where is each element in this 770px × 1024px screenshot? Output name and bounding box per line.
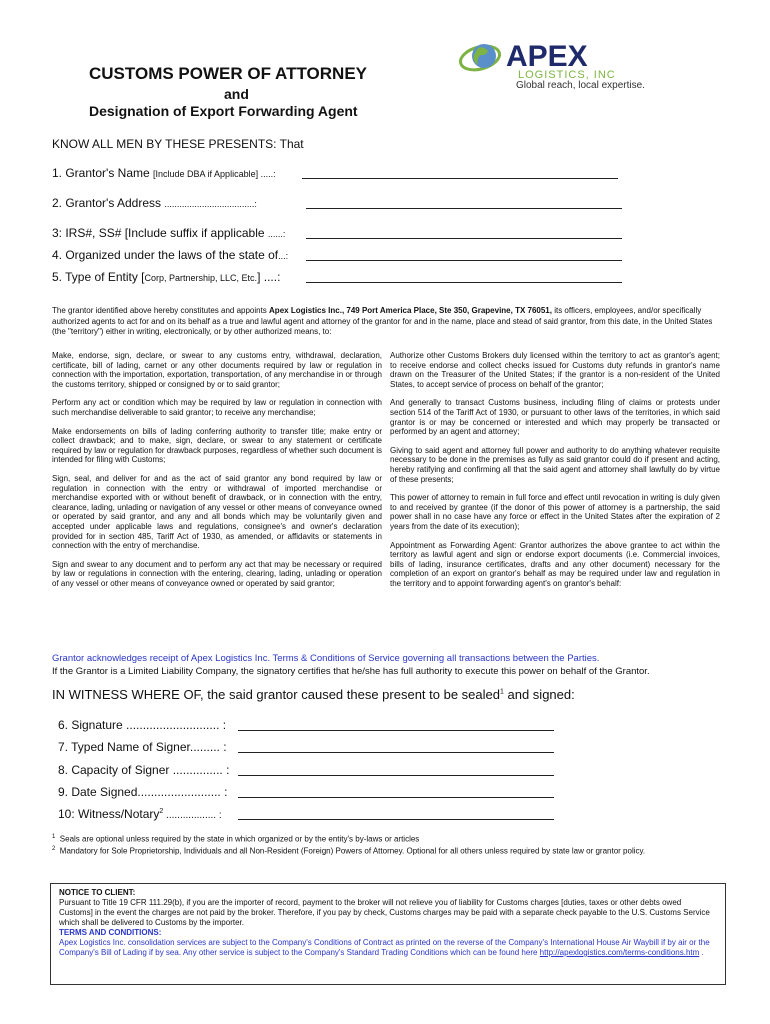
typed-name-field[interactable] <box>238 752 554 753</box>
power-paragraph: Authorize other Customs Brokers duly licensed within the territory to act as grantor's agent; to receive endorse and collect checks issued for Customs duty refunds in grantor's name drawn on the Treasurer of the United States; if the grantor is a non-resident of the United States, to accept service of process on behalf of the grantor; <box>390 351 720 389</box>
witness-notary-label: 10: Witness/Notary$^2$ .................. : <box>58 807 222 821</box>
grantor-address-field[interactable] <box>306 208 622 209</box>
powers-right-column <box>390 351 720 597</box>
witness-statement: IN WITNESS WHERE OF, the said grantor caused these present to be sealed$^1$ and signed: <box>52 687 575 702</box>
document-subtitle: Designation of Export Forwarding Agent <box>89 103 358 119</box>
power-paragraph: Sign, seal, and deliver for and as the act of said grantor any bond required by law or regulation in connection with the entry or withdrawal of imported merchandise or merchandise exported with or without benefit of drawback, or in connection with the entry, clearance, lading, unlading or navigation of any vessel or other means of conveyance owned or operated by said grantor, and any and all bonds which may be voluntarily given and accepted under applicable laws and regulations, consignee's and owner's declaration provided for in section 485, Tariff Act of 1930, as amended, or affidavits or statements in connection with the entry of merchandise. <box>52 473 382 551</box>
tagline: Global reach, local expertise. <box>516 80 645 91</box>
power-paragraph: Make endorsements on bills of lading conferring authority to transfer title; make entry or collect drawback; and to make, sign, declare, or swear to any statement or certificate required by law or regulation for drawback purposes, regardless of whether such document is intended for filing with Customs; <box>52 426 382 465</box>
terms-heading: TERMS AND CONDITIONS: <box>59 928 162 937</box>
notice-heading: NOTICE TO CLIENT: <box>59 888 136 897</box>
grantor-address-label: 2. Grantor's Address ....................................: <box>52 196 257 210</box>
entity-type-label: 5. Type of Entity [Corp, Partnership, LLC, Etc.] ....: <box>52 270 281 284</box>
appointment-paragraph: The grantor identified above hereby constitutes and appoints Apex Logistics Inc., 749 Port America Place, Ste 350, Grapevine, TX 76051, its officers, employees, and/or specifically authorized agents to act for and on its behalf as a true and lawful agent and attorney of the grantor for and in the name, place and stead of said grantor, from this date, in the United States (the "territory") either in writing, electronically, or by other authorized means, to: <box>52 306 713 336</box>
organized-state-field[interactable] <box>306 260 622 261</box>
capacity-label: 8. Capacity of Signer ............... : <box>58 763 230 777</box>
terms-acknowledgement: Grantor acknowledges receipt of Apex Logistics Inc. Terms & Conditions of Service governing all transactions between the Parties. <box>52 653 600 664</box>
organized-state-label: 4. Organized under the laws of the state of...: <box>52 248 289 262</box>
date-signed-field[interactable] <box>238 797 554 798</box>
document-title: CUSTOMS POWER OF ATTORNEY <box>89 64 367 83</box>
signature-label: 6. Signature ............................ : <box>58 718 227 732</box>
terms-body: Apex Logistics Inc. consolidation services are subject to the Company's Conditions of Contract as printed on the reverse of the Company's International House Air Waybill if by air or the Company's Bill of Lading if by sea. Any other service is subject to the Company's Standard Trading Conditions which can be found here http://apexlogistics.com/terms-conditions.htm . <box>59 938 710 957</box>
power-paragraph: This power of attorney to remain in full force and effect until revocation in writing is duly given to and received by grantee (if the donor of this power of attorney is a partnership, the said power shall in no case have any force or effect in the United States after the expiration of 2 years from the date of its execution); <box>390 493 720 531</box>
power-paragraph: Appointment as Forwarding Agent: Grantor authorizes the above grantee to act within the territory as lawful agent and sign or endorse export documents (i.e. Commercial invoices, bills of lading, insurance certificates, drafts and any other document) necessary for the completion of an export on grantor's behalf as may be required under law and regulation in the territory and to appoint forwarding agent's on grantor's behalf: <box>390 540 720 588</box>
powers-left-column <box>52 351 382 597</box>
capacity-field[interactable] <box>238 775 554 776</box>
irs-number-label: 3: IRS#, SS# [Include suffix if applicable ......: <box>52 226 286 240</box>
irs-number-field[interactable] <box>306 238 622 239</box>
grantor-name-label: 1. Grantor's Name [Include DBA if Applicable] .....: <box>52 166 276 180</box>
title-and: and <box>224 86 249 102</box>
terms-link[interactable]: http://apexlogistics.com/terms-conditions.htm <box>539 948 700 957</box>
grantor-name-field[interactable] <box>302 178 618 179</box>
witness-notary-field[interactable] <box>238 819 554 820</box>
notice-to-client-box <box>50 883 726 985</box>
notice-body: Pursuant to Title 19 CFR 111.29(b), if you are the importer of record, payment to the broker will not relieve you of liability for Customs charges [duties, taxes or other debts owed Customs] in the event the charges are not paid by the broker. Therefore, if you pay by check, Customs charges may be paid with a separate check payable to the U.S. Customs Service which shall be delivered to Customs by the importer. <box>59 898 710 927</box>
typed-name-label: 7. Typed Name of Signer......... : <box>58 740 227 754</box>
llc-certification: If the Grantor is a Limited Liability Company, the signatory certifies that he/she has full authority to execute this power on behalf of the Grantor. <box>52 666 650 677</box>
svg-text:APEX: APEX <box>506 40 588 73</box>
know-all-men: KNOW ALL MEN BY THESE PRESENTS: That <box>52 137 304 151</box>
date-signed-label: 9. Date Signed......................... : <box>58 785 228 799</box>
footnote-1: $^1$ Seals are optional unless required by the state in which organized or by the entity's by-laws or articles <box>52 834 420 844</box>
power-paragraph: Make, endorse, sign, declare, or swear to any customs entry, withdrawal, declaration, certificate, bill of lading, carnet or any other documents required by law or regulation in connection with the importation, exportation, transportation, of any merchandise in or through the customs territory, shipped or consigned by or to said grantor; <box>52 351 382 389</box>
footnote-2: $^2$ Mandatory for Sole Proprietorship, Individuals and all Non-Resident (Foreign) Powers of Attorney. Optional for all others unless required by state law or grantor policy. <box>52 846 646 856</box>
power-paragraph: And generally to transact Customs business, including filing of claims or protests under section 514 of the Tariff Act of 1930, or pursuant to other laws of the territories, in which said grantor is or may be concerned or interested and which may properly be transacted or performed by an agent and attorney; <box>390 398 720 437</box>
signature-field[interactable] <box>238 730 554 731</box>
globe-icon <box>458 42 502 74</box>
entity-type-field[interactable] <box>306 282 622 283</box>
power-paragraph: Sign and swear to any document and to perform any act that may be necessary or required by law or regulations in connection with the entering, clearing, lading, unlading or operation of any vessel or other means of conveyance owned or operated by said grantor; <box>52 559 382 588</box>
power-paragraph: Giving to said agent and attorney full power and authority to do anything whatever requisite necessary to be done in the premises as fully as said grantor could do if present and acting, hereby ratifying and confirming all that the said agent and attorney shall lawfully do by virtue of these presents; <box>390 445 720 484</box>
power-paragraph: Perform any act or condition which may be required by law or regulation in connection with such merchandise deliverable to said grantor; to receive any merchandise; <box>52 398 382 417</box>
svg-text:LOGISTICS, INC: LOGISTICS, INC <box>518 69 616 81</box>
